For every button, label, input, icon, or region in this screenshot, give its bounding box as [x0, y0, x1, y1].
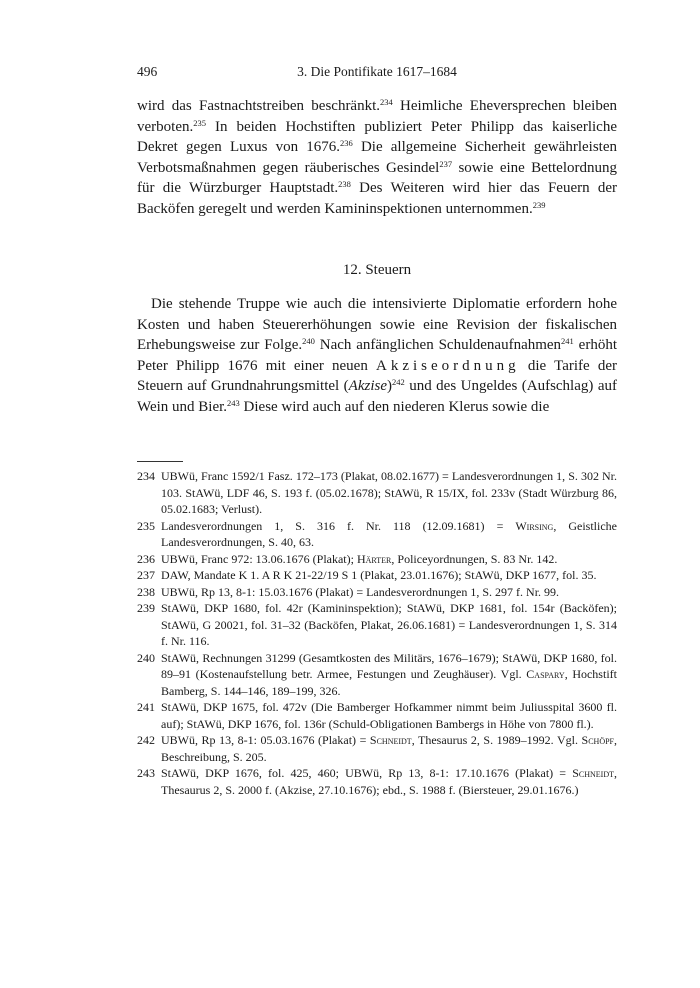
body-paragraph-2: Die stehende Truppe wie auch die intensivierte Diplomatie erfordern hohe Kosten und haben Steuererhöhungen sowie eine Revision der fiskalischen Erhebungsweise zur Folge.$^{240}$ Nach anfänglichen Schuldenaufnahmen$^{241}$ erhöht Peter Philipp 1676 mit einer neuen Akziseordnung die Tarife der Steuern auf Grundnahrungsmittel (Akzise)$^{242}$ und des Ungeldes (Aufschlag) auf Wein und Bier.$^{243}$ Diese wird auch auf den niederen Klerus sowie die	[137, 296, 617, 415]
footnote-text: Landesverordnungen 1, S. 316 f. Nr. 118 (12.09.1681) = Wirsing, Geistliche Landesverordnungen, S. 40, 63.	[161, 518, 618, 549]
footnote-ref: 235	[193, 117, 206, 128]
italic-term: Akzise	[348, 378, 387, 394]
footnote-ref: 238	[338, 179, 351, 189]
footnote	[137, 468, 617, 518]
footnote-ref: 243	[227, 397, 240, 408]
footnote-text: UBWü, Rp 13, 8-1: 15.03.1676 (Plakat) = Landesverordnungen 1, S. 297 f. Nr. 99.	[161, 584, 560, 599]
footnotes	[137, 468, 617, 798]
footnote-ref: 241	[561, 336, 574, 346]
footnote-number: 239	[137, 601, 155, 615]
running-title: 3. Die Pontifikate 1617–1684	[297, 64, 457, 79]
footnote-text: StAWü, DKP 1676, fol. 425, 460; UBWü, Rp 13, 8-1: 17.10.1676 (Plakat) = Schneidt, Thesaurus 2, S. 2000 f. (Akzise, 27.10.1676); ebd., S. 1988 f. (Biersteuer, 29.01.1676.)	[161, 766, 617, 797]
footnote	[137, 732, 617, 765]
footnote-text: StAWü, DKP 1675, fol. 472v (Die Bamberger Hofkammer nimmt beim Juliusspital 3600 fl. auf); StAWü, DKP 1676, fol. 136r (Schuld-Obligationen Bambergs in Höhe von 7800 fl.).	[161, 700, 617, 731]
footnote-number: 237	[137, 568, 155, 582]
footnote-ref: 239	[532, 199, 546, 210]
footnote-ref: 242	[392, 377, 405, 387]
section-heading: 12. Steuern	[342, 262, 412, 278]
footnote-number: 234	[137, 469, 155, 483]
spaced-term: Akziseordnung	[376, 357, 520, 374]
footnote-ref: 234	[380, 97, 393, 107]
footnote-number: 242	[137, 733, 155, 747]
footnote	[137, 567, 617, 584]
footnote-number: 241	[137, 700, 155, 714]
footnote-text: UBWü, Rp 13, 8-1: 05.03.1676 (Plakat) = Schneidt, Thesaurus 2, S. 1989–1992. Vgl. Schöpf, Beschreibung, S. 205.	[161, 733, 617, 764]
footnote	[137, 584, 617, 601]
footnote	[137, 551, 617, 568]
footnote	[137, 650, 617, 700]
footnote	[137, 765, 617, 798]
footnote	[137, 518, 617, 551]
footnote-number: 243	[137, 766, 155, 780]
footnote	[137, 699, 617, 732]
footnote	[137, 600, 617, 650]
footnote-ref: 237	[439, 158, 453, 169]
footnote-number: 236	[137, 551, 155, 566]
page-header	[137, 64, 617, 82]
footnote-number: 240	[137, 650, 155, 665]
footnote-text: UBWü, Franc 1592/1 Fasz. 172–173 (Plakat, 08.02.1677) = Landesverordnungen 1, S. 302 Nr. 103. StAWü, LDF 46, S. 193 f. (05.02.1678); StAWü, R 15/IX, fol. 233v (Stadt Würzburg 86, 05.02.1683; Verlust).	[161, 469, 617, 516]
body-paragraph-1: wird das Fastnachtstreiben beschränkt.$^{234}$ Heimliche Eheversprechen bleiben verboten.$^{235}$ In beiden Hochstiften publiziert Peter Philipp das kaiserliche Dekret gegen Luxus von 1676.$^{236}$ Die allgemeine Sicherheit gewährleisten Verbotsmaßnahmen gegen räuberisches Gesindel$^{237}$ sowie eine Bettelordnung für die Würzburger Hauptstadt.$^{238}$ Des Weiteren wird hier das Feuern der Backöfen geregelt und werden Kamininspektionen unternommen.$^{239}$	[137, 97, 617, 217]
footnote-ref: 236	[340, 138, 353, 148]
footnote-number: 235	[137, 518, 155, 533]
footnote-text: UBWü, Franc 972: 13.06.1676 (Plakat); Härter, Policeyordnungen, S. 83 Nr. 142.	[161, 551, 558, 566]
footnote-ref: 240	[302, 336, 315, 346]
footnote-text: StAWü, Rechnungen 31299 (Gesamtkosten des Militärs, 1676–1679); StAWü, DKP 1680, fol. 89–91 (Kostenaufstellung betr. Armee, Festungen und Zeughäuser). Vgl. Caspary, Hochstift Bamberg, S. 144–146, 189–199, 326.	[161, 650, 617, 698]
footnote-number: 238	[137, 584, 155, 599]
page-number: 496	[137, 64, 158, 79]
footnote-separator	[137, 461, 183, 462]
footnote-text: DAW, Mandate K 1. A R K 21-22/19 S 1 (Plakat, 23.01.1676); StAWü, DKP 1677, fol. 35.	[161, 568, 597, 582]
footnote-text: StAWü, DKP 1680, fol. 42r (Kamininspektion); StAWü, DKP 1681, fol. 154r (Backöfen); StAWü, G 20021, fol. 31–32 (Backöfen, Plakat, 26.06.1681) = Landesverordnungen 1, S. 314 f. Nr. 116.	[161, 601, 617, 648]
